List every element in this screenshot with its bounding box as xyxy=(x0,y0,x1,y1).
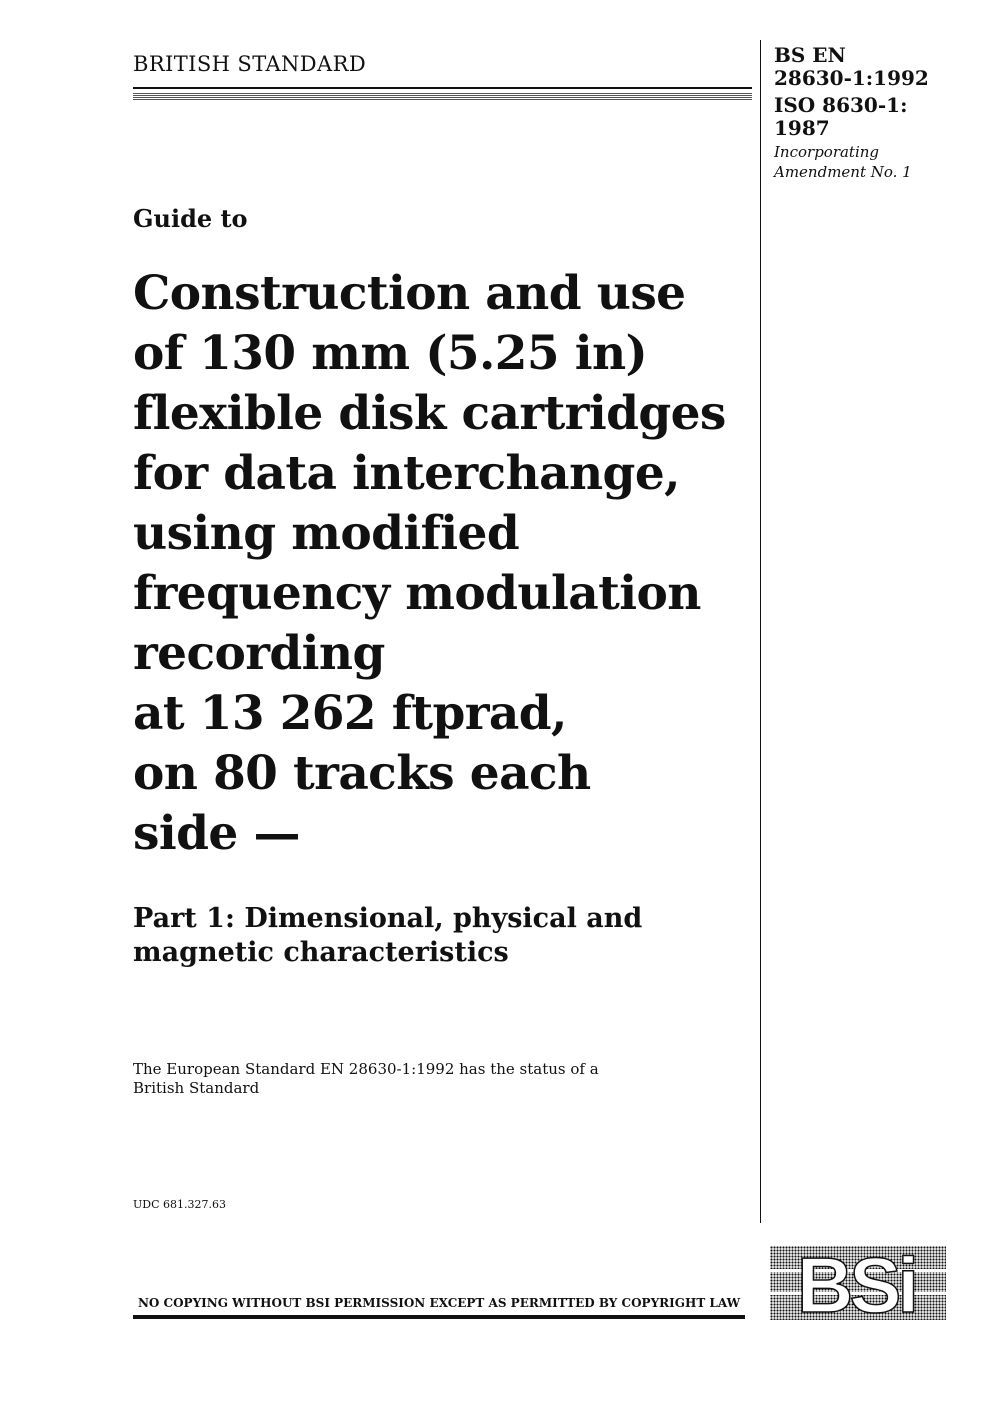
status-line: The European Standard EN 28630-1:1992 has the status of a xyxy=(133,1060,599,1078)
side-column-divider xyxy=(760,40,761,1223)
part-subtitle xyxy=(133,902,753,970)
bsi-logo-text: BSi xyxy=(796,1246,916,1320)
code-line: BS EN xyxy=(774,43,846,67)
code-line: ISO 8630-1: xyxy=(774,93,908,117)
standard-brand: BRITISH STANDARD xyxy=(133,52,367,76)
title-lead: Guide to xyxy=(133,204,248,233)
title-line: Construction and use xyxy=(133,266,686,321)
footer-rule xyxy=(133,1315,745,1319)
bsi-logo xyxy=(770,1246,946,1320)
code-line: 28630-1:1992 xyxy=(774,66,929,90)
part-line: magnetic characteristics xyxy=(133,937,509,968)
title-line: flexible disk cartridges xyxy=(133,386,726,441)
title-line: using modified xyxy=(133,506,520,561)
amendment-line: Incorporating xyxy=(774,143,880,161)
title-line: frequency modulation xyxy=(133,566,701,621)
udc-number: UDC 681.327.63 xyxy=(133,1198,226,1211)
title-line: of 130 mm (5.25 in) xyxy=(133,326,648,381)
status-line: British Standard xyxy=(133,1079,260,1097)
part-line: Part 1: Dimensional, physical and xyxy=(133,903,643,934)
header-rule-thin xyxy=(133,87,752,89)
title-line: on 80 tracks each xyxy=(133,746,591,801)
title-line: at 13 262 ftprad, xyxy=(133,686,567,741)
standard-codes-panel xyxy=(774,44,984,182)
amendment-note xyxy=(774,142,984,182)
header-rule-hatched xyxy=(133,93,752,101)
code-line: 1987 xyxy=(774,116,830,140)
document-title xyxy=(133,264,753,864)
status-statement xyxy=(133,1060,693,1098)
title-line: recording xyxy=(133,626,385,681)
copyright-notice: NO COPYING WITHOUT BSI PERMISSION EXCEPT AS PERMITTED BY COPYRIGHT LAW xyxy=(137,1296,741,1310)
title-line: side — xyxy=(133,806,300,861)
amendment-line: Amendment No. 1 xyxy=(774,163,912,181)
title-line: for data interchange, xyxy=(133,446,680,501)
